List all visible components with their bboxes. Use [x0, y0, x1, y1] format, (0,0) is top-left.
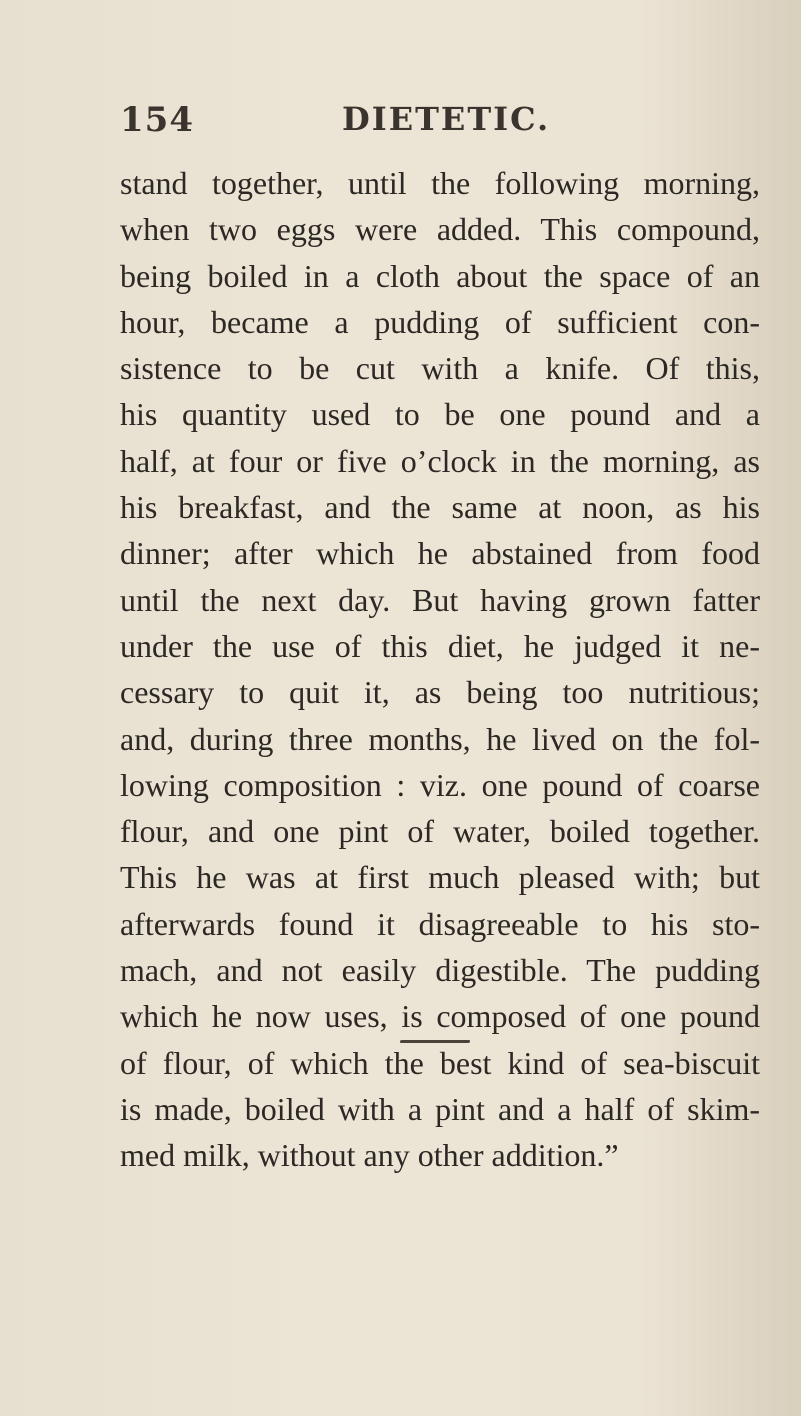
text-line: under the use of this diet, he judged it ne- — [120, 627, 760, 664]
text-line: lowing composition : viz. one pound of coarse — [120, 766, 760, 803]
text-line: his breakfast, and the same at noon, as his — [120, 489, 760, 526]
text-line: dinner; after which he abstained from food — [120, 535, 760, 572]
text-line: med milk, without any other addition.” — [120, 1137, 619, 1174]
text-line: and, during three months, he lived on the fol- — [120, 720, 760, 757]
text-line: mach, and not easily digestible. The pudding — [120, 952, 760, 989]
text-line: when two eggs were added. This compound, — [120, 211, 760, 248]
text-line: of flour, of which the best kind of sea-biscuit — [120, 1044, 760, 1081]
text-line: cessary to quit it, as being too nutritious; — [120, 674, 760, 711]
text-line: until the next day. But having grown fatter — [120, 581, 760, 618]
page-number: 154 — [120, 100, 194, 140]
section-end-rule — [400, 1040, 471, 1043]
text-line: flour, and one pint of water, boiled together. — [120, 813, 760, 850]
running-head — [120, 100, 720, 150]
running-title: DIETETIC. — [342, 100, 551, 138]
body-text — [120, 160, 760, 1179]
text-line: his quantity used to be one pound and a — [120, 396, 760, 433]
text-line: which he now uses, is composed of one pound — [120, 998, 760, 1035]
text-line: afterwards found it disagreeable to his sto- — [120, 905, 760, 942]
text-line: sistence to be cut with a knife. Of this, — [120, 350, 760, 387]
text-line: is made, boiled with a pint and a half of skim- — [120, 1090, 760, 1127]
text-line: hour, became a pudding of sufficient con- — [120, 303, 760, 340]
text-line: being boiled in a cloth about the space of an — [120, 257, 760, 294]
text-line: This he was at first much pleased with; but — [120, 859, 760, 896]
text-line: half, at four or five o’clock in the morning, as — [120, 442, 760, 479]
text-line: stand together, until the following morning, — [120, 165, 760, 201]
